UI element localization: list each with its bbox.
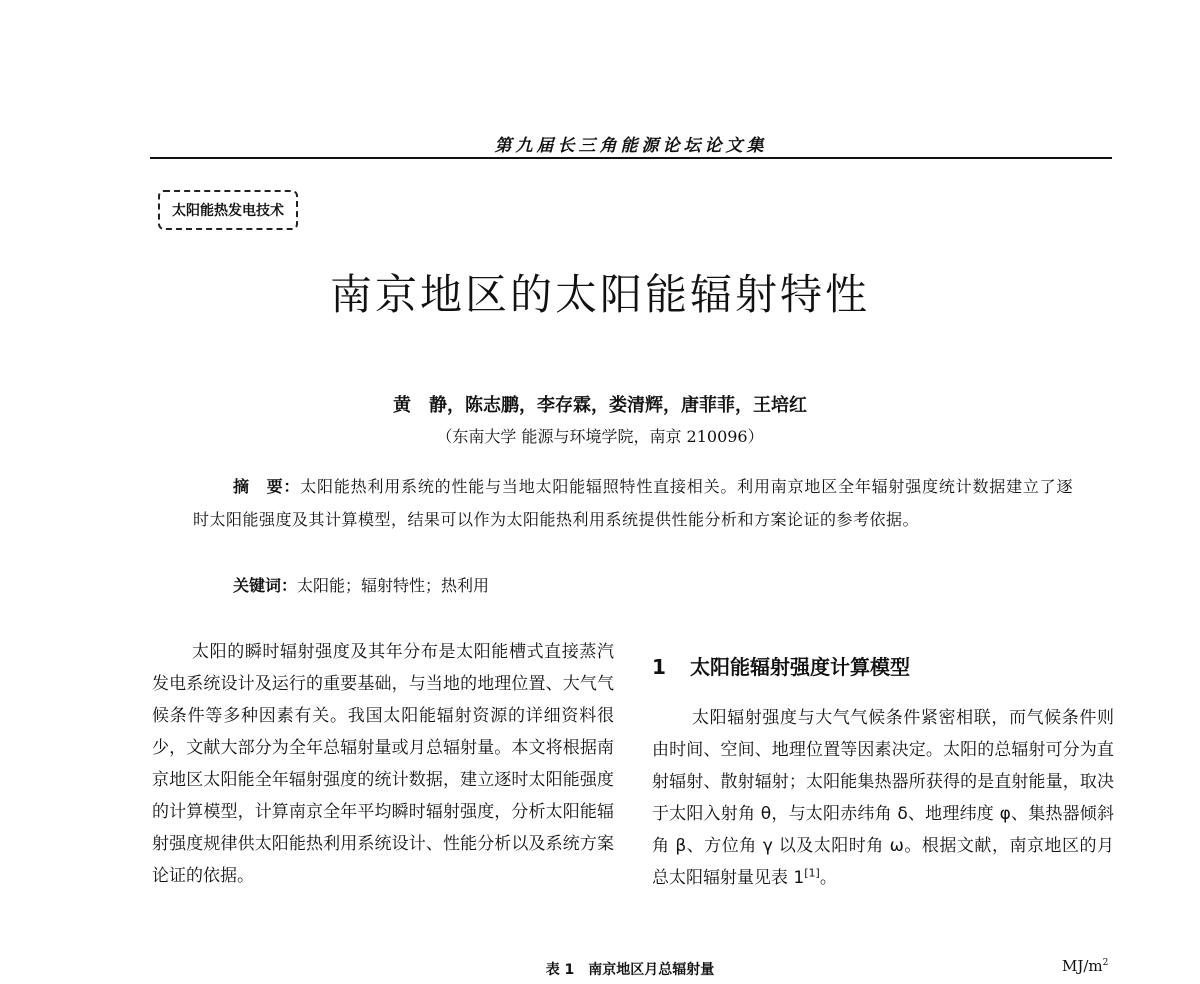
table-1-unit-sup: 2 [1102, 958, 1109, 968]
abstract [193, 470, 1073, 536]
citation-ref: [1] [804, 866, 820, 880]
keywords-text: 太阳能；辐射特性；热利用 [297, 576, 490, 595]
section-1-number: 1 [652, 655, 666, 679]
table-1-caption: 表 1 南京地区月总辐射量 [545, 962, 715, 978]
table-1-unit-text: MJ/m [1062, 957, 1103, 975]
running-head: 第九届长三角能源论坛论文集 [494, 136, 768, 156]
affiliation: （东南大学 能源与环境学院，南京 210096） [436, 427, 764, 446]
keywords [233, 569, 489, 602]
section-1-paragraph [652, 702, 1114, 894]
keywords-label: 关键词： [233, 576, 298, 595]
section-1-heading [652, 651, 910, 680]
header-rule [150, 157, 1112, 159]
abstract-text: 太阳能热利用系统的性能与当地太阳能辐照特性直接相关。利用南京地区全年辐射强度统计数据建立了逐时太阳能强度及其计算模型，结果可以作为太阳能热利用系统提供性能分析和方案论证的参考依据。 [193, 477, 1073, 529]
section-1-text: 太阳辐射强度与大气气候条件紧密相联，而气候条件则由时间、空间、地理位置等因素决定。太阳的总辐射可分为直射辐射、散射辐射；太阳能集热器所获得的是直射能量，取决于太阳入射角 θ，与太阳赤纬角 δ、地理纬度 φ、集热器倾斜角 β、方位角 γ 以及太阳时角 ω。根据文献，南京地区的月总太阳辐射量见表 1 [652, 708, 1114, 888]
table-1-unit [1062, 957, 1108, 975]
section-tag: 太阳能热发电技术 [158, 190, 298, 230]
authors: 黄 静，陈志鹏，李存霖，娄清辉，唐菲菲，王培红 [393, 395, 807, 416]
intro-paragraph: 太阳的瞬时辐射强度及其年分布是太阳能槽式直接蒸汽发电系统设计及运行的重要基础，与当地的地理位置、大气气候条件等多种因素有关。我国太阳能辐射资源的详细资料很少，文献大部分为全年总辐射量或月总辐射量。本文将根据南京地区太阳能全年辐射强度的统计数据，建立逐时太阳能强度的计算模型，计算南京全年平均瞬时辐射强度，分析太阳能辐射强度规律供太阳能热利用系统设计、性能分析以及系统方案论证的依据。 [152, 642, 614, 886]
paper-title: 南京地区的太阳能辐射特性 [329, 270, 870, 319]
abstract-label: 摘 要： [233, 477, 301, 496]
section-1-title: 太阳能辐射强度计算模型 [690, 655, 910, 679]
section-1-text-end: 。 [819, 868, 837, 888]
